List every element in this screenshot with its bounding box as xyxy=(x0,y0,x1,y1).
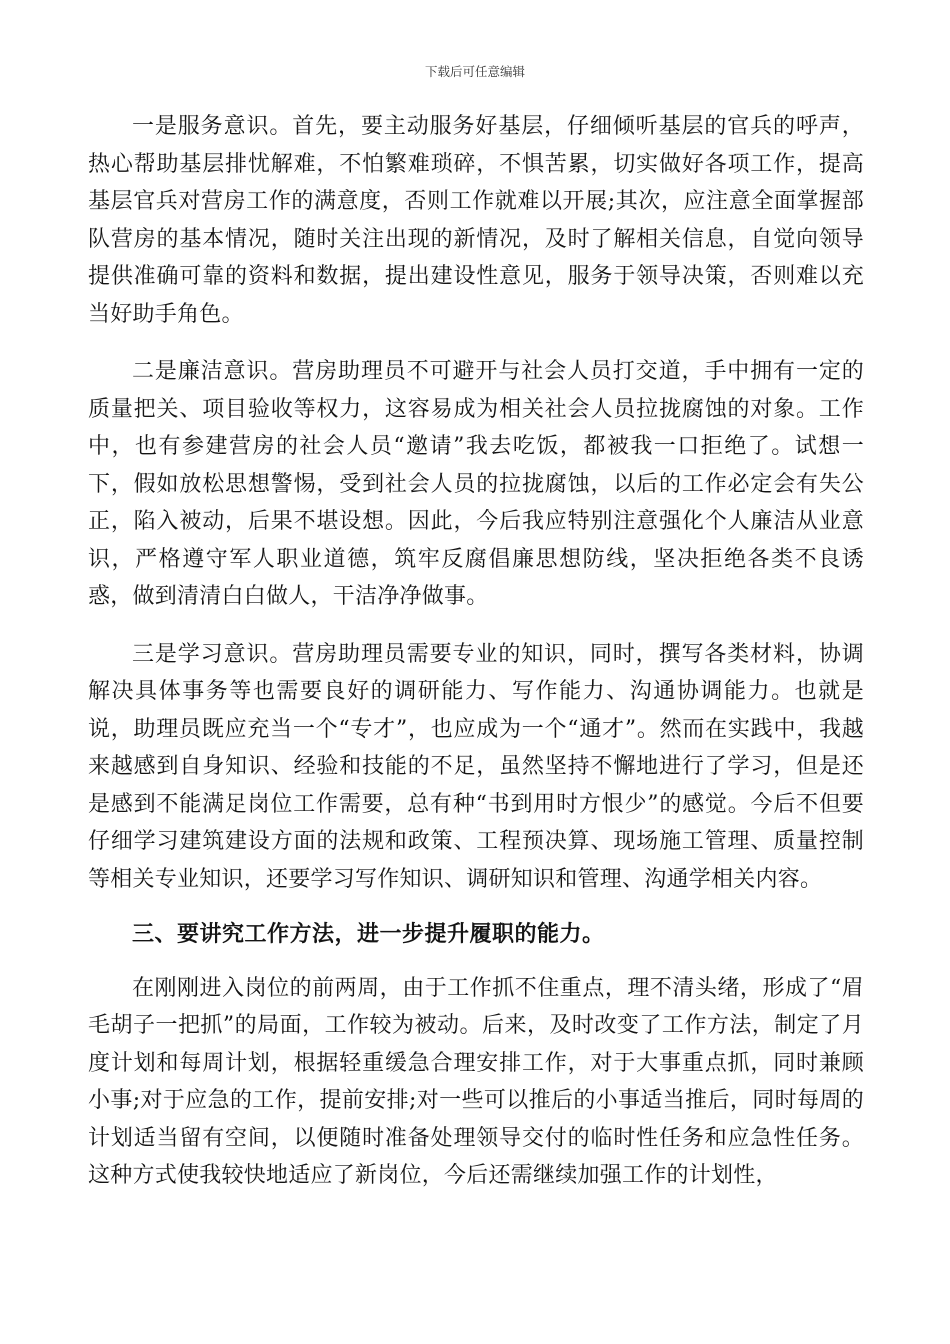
section-heading: 三、要讲究工作方法，进一步提升履职的能力。 xyxy=(132,922,605,947)
paragraph-learning-awareness: 三是学习意识。营房助理员需要专业的知识，同时，撰写各类材料，协调解决具体事务等也需要良好的调研能力、写作能力、沟通协调能力。也就是说，助理员既应充当一个“专才”，也应成为一个“通才”。然而在实践中，我越来越感到自身知识、经验和技能的不足，虽然坚持不懈地进行了学习，但是还是感到不能满足岗位工作需要，总有种“书到用时方恨少”的感觉。今后不但要仔细学习建筑建设方面的法规和政策、工程预决算、现场施工管理、质量控制等相关专业知识，还要学习写作知识、调研知识和管理、沟通学相关内容。 xyxy=(88,641,864,892)
paragraph-service-awareness: 一是服务意识。首先，要主动服务好基层，仔细倾听基层的官兵的呼声，热心帮助基层排忧解难，不怕繁难琐碎，不惧苦累，切实做好各项工作，提高基层官兵对营房工作的满意度，否则工作就难以开展;其次，应注意全面掌握部队营房的基本情况，随时关注出现的新情况，及时了解相关信息，自觉向领导提供准确可靠的资料和数据，提出建设性意见，服务于领导决策，否则难以充当好助手角色。 xyxy=(88,114,864,327)
page-header: 下载后可任意编辑 xyxy=(424,64,525,79)
document-body xyxy=(88,108,864,1195)
paragraph-integrity-awareness: 二是廉洁意识。营房助理员不可避开与社会人员打交道，手中拥有一定的质量把关、项目验收等权力，这容易成为相关社会人员拉拢腐蚀的对象。工作中，也有参建营房的社会人员“邀请”我去吃饭，都被我一口拒绝了。试想一下，假如放松思想警惕，受到社会人员的拉拢腐蚀，以后的工作必定会有失公正，陷入被动，后果不堪设想。因此，今后我应特别注意强化个人廉洁从业意识，严格遵守军人职业道德，筑牢反腐倡廉思想防线，坚决拒绝各类不良诱惑，做到清清白白做人，干洁净净做事。 xyxy=(88,359,864,609)
paragraph-work-method: 在刚刚进入岗位的前两周，由于工作抓不住重点，理不清头绪，形成了“眉毛胡子一把抓”的局面，工作较为被动。后来，及时改变了工作方法，制定了月度计划和每周计划，根据轻重缓急合理安排工作，对于大事重点抓，同时兼顾小事;对于应急的工作，提前安排;对一些可以推后的小事适当推后，同时每周的计划适当留有空间，以便随时准备处理领导交付的临时性任务和应急性任务。这种方式使我较快地适应了新岗位，今后还需继续加强工作的计划性， xyxy=(88,975,864,1188)
